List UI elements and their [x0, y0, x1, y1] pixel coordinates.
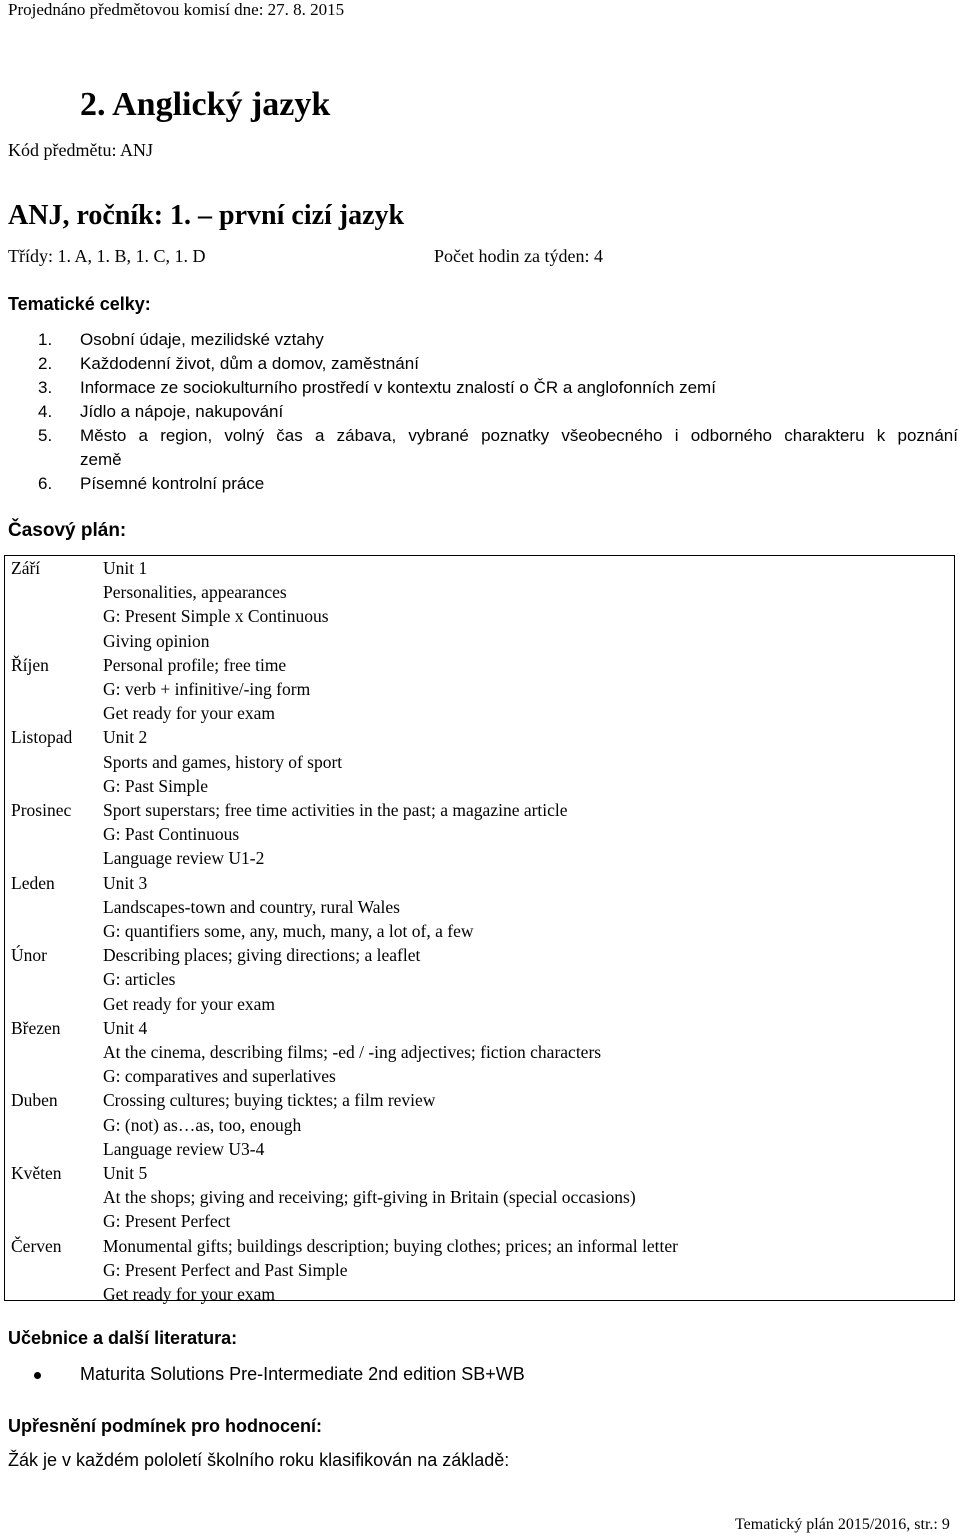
list-item	[30, 1364, 525, 1385]
table-row	[5, 1161, 954, 1234]
list-item-text: Maturita Solutions Pre-Intermediate 2nd edition SB+WB	[80, 1364, 525, 1384]
subject-code: Kód předmětu: ANJ	[8, 140, 153, 160]
content-line: Unit 1	[103, 558, 148, 578]
content-line: G: Present Perfect and Past Simple	[103, 1259, 348, 1280]
content-line: At the cinema, describing films; -ed / -ing adjectives; fiction characters	[103, 1042, 602, 1063]
content-line: Personal profile; free time	[103, 654, 287, 675]
content-cell	[101, 871, 473, 944]
month-cell: Říjen	[11, 654, 49, 675]
content-line: G: Present Perfect	[103, 1211, 231, 1232]
content-cell	[101, 798, 568, 871]
content-cell	[101, 943, 420, 1016]
subject-title: 2. Anglický jazyk	[80, 86, 331, 123]
content-line: At the shops; giving and receiving; gift-giving in Britain (special occasions)	[103, 1187, 636, 1208]
list-item-number: 4.	[38, 402, 53, 421]
month-cell: Listopad	[11, 727, 73, 748]
content-line: Giving opinion	[103, 630, 210, 651]
content-line: Get ready for your exam	[103, 993, 276, 1014]
table-row	[5, 1234, 954, 1307]
list-item-number: 2.	[38, 354, 53, 373]
content-line: Get ready for your exam	[103, 703, 276, 724]
table-row	[5, 725, 954, 798]
list-item	[8, 472, 958, 496]
content-cell	[101, 1016, 601, 1089]
plan-heading: Časový plán:	[8, 520, 127, 541]
list-item	[8, 328, 958, 352]
list-item	[8, 352, 958, 376]
table-row	[5, 943, 954, 1016]
list-item-number: 1.	[38, 330, 53, 349]
content-line: Sports and games, history of sport	[103, 751, 343, 772]
content-line: Language review U1-2	[103, 848, 265, 869]
books-list	[30, 1364, 525, 1385]
evaluation-text: Žák je v každém pololetí školního roku klasifikován na základě:	[8, 1450, 510, 1470]
content-line: G: verb + infinitive/-ing form	[103, 679, 311, 700]
evaluation-heading: Upřesnění podmínek pro hodnocení:	[8, 1416, 323, 1436]
weekly-hours-label: Počet hodin za týden: 4	[434, 246, 603, 266]
content-line: G: (not) as…as, too, enough	[103, 1114, 302, 1135]
list-item	[8, 424, 958, 472]
month-cell: Leden	[11, 872, 55, 893]
content-line: Unit 4	[103, 1017, 148, 1038]
list-item-text: Jídlo a nápoje, nakupování	[80, 402, 284, 421]
bullet-icon	[34, 1372, 41, 1379]
table-row	[5, 556, 954, 653]
list-item-text: Město a region, volný čas a zábava, vybrané poznatky všeobecného i odborného charakteru k poznání	[80, 426, 958, 445]
list-item-number: 6.	[38, 474, 53, 493]
list-item-text-continuation: země	[80, 450, 122, 469]
content-line: Monumental gifts; buildings description; buying clothes; prices; an informal letter	[103, 1235, 678, 1256]
content-cell	[101, 1088, 435, 1161]
month-cell: Prosinec	[11, 800, 72, 821]
page-footer: Tematický plán 2015/2016, str.: 9	[735, 1516, 950, 1533]
content-line: Language review U3-4	[103, 1138, 265, 1159]
content-line: G: articles	[103, 969, 176, 990]
content-line: Unit 3	[103, 872, 148, 893]
list-item-text: Písemné kontrolní práce	[80, 474, 265, 493]
content-line: Unit 5	[103, 1163, 148, 1184]
content-line: Sport superstars; free time activities in the past; a magazine article	[103, 800, 568, 821]
list-item-text: Každodenní život, dům a domov, zaměstnání	[80, 354, 419, 373]
month-cell: Červen	[11, 1235, 62, 1256]
table-row	[5, 871, 954, 944]
content-cell	[101, 653, 310, 726]
topics-list	[8, 328, 958, 496]
content-line: Crossing cultures; buying ticktes; a film review	[103, 1090, 436, 1111]
month-cell: Březen	[11, 1017, 61, 1038]
books-heading: Učebnice a další literatura:	[8, 1328, 238, 1348]
content-line: Get ready for your exam	[103, 1284, 276, 1305]
table-row	[5, 1088, 954, 1161]
content-line: Unit 2	[103, 727, 148, 748]
list-item-text: Osobní údaje, mezilidské vztahy	[80, 330, 324, 349]
month-cell: Září	[11, 558, 41, 578]
list-item-number: 5.	[38, 426, 53, 445]
content-line: Landscapes-town and country, rural Wales	[103, 896, 400, 917]
list-item-text: Informace ze sociokulturního prostředí v kontextu znalostí o ČR a anglofonních zemí	[80, 378, 716, 397]
content-line: G: Past Continuous	[103, 824, 240, 845]
table-row	[5, 1016, 954, 1089]
content-line: Describing places; giving directions; a leaflet	[103, 945, 421, 966]
month-cell: Duben	[11, 1090, 58, 1111]
grade-title: ANJ, ročník: 1. – první cizí jazyk	[8, 200, 405, 231]
content-cell	[101, 725, 342, 798]
time-plan-table	[4, 555, 955, 1305]
content-cell	[101, 1234, 678, 1307]
topics-heading: Tematické celky:	[8, 294, 151, 314]
month-cell: Únor	[11, 945, 47, 966]
content-line: G: comparatives and superlatives	[103, 1066, 336, 1087]
month-cell: Květen	[11, 1163, 62, 1184]
table-row	[5, 798, 954, 871]
content-line: G: Present Simple x Continuous	[103, 606, 329, 627]
list-item-number: 3.	[38, 378, 53, 397]
content-cell	[101, 556, 329, 653]
table-row	[5, 653, 954, 726]
content-line: G: quantifiers some, any, much, many, a lot of, a few	[103, 921, 474, 942]
list-item	[8, 400, 958, 424]
content-line: G: Past Simple	[103, 775, 209, 796]
content-line: Personalities, appearances	[103, 582, 287, 603]
list-item	[8, 376, 958, 400]
content-cell	[101, 1161, 636, 1234]
classes-label: Třídy: 1. A, 1. B, 1. C, 1. D	[8, 246, 206, 266]
approval-note: Projednáno předmětovou komisí dne: 27. 8. 2015	[8, 0, 345, 19]
